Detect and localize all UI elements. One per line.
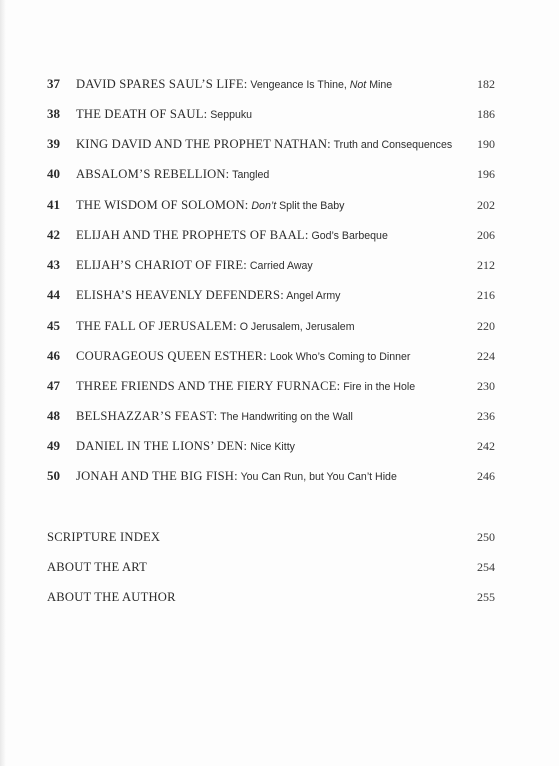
chapter-title: DANIEL IN THE LIONS’ DEN: (76, 439, 248, 453)
toc-entry (0, 406, 559, 426)
chapter-number: 38 (47, 106, 60, 121)
page-number: 230 (477, 379, 495, 393)
chapter-subtitle: Angel Army (283, 290, 341, 302)
page-number: 190 (477, 137, 495, 151)
chapter-title: COURAGEOUS QUEEN ESTHER: (76, 349, 267, 363)
back-matter-entry (0, 587, 559, 607)
chapter-number: 40 (47, 166, 60, 181)
chapter-entry (76, 466, 397, 487)
chapter-subtitle (247, 79, 392, 91)
back-matter-entry (0, 557, 559, 577)
page-number: 236 (477, 409, 495, 423)
chapter-title: THREE FRIENDS AND THE FIERY FURNACE: (76, 379, 341, 393)
subtitle-emphasis: Don’t (251, 200, 277, 212)
page-number: 202 (477, 198, 495, 212)
chapter-entry (76, 195, 344, 216)
chapter-subtitle: Fire in the Hole (340, 381, 416, 393)
chapter-title: ELIJAH AND THE PROPHETS OF BAAL: (76, 228, 309, 242)
chapter-subtitle: God’s Barbeque (308, 230, 388, 242)
chapter-title: THE DEATH OF SAUL: (76, 107, 208, 121)
toc-entry (0, 376, 559, 396)
page-number: 206 (477, 228, 495, 242)
toc-entry (0, 74, 559, 94)
chapter-title: KING DAVID AND THE PROPHET NATHAN: (76, 137, 331, 151)
toc-entry (0, 195, 559, 215)
chapter-entry (76, 285, 340, 306)
chapter-entry (76, 346, 410, 367)
back-matter-title: ABOUT THE ART (47, 560, 148, 574)
page-number: 216 (477, 288, 495, 302)
chapter-subtitle: Carried Away (246, 260, 313, 272)
page-number: 212 (477, 258, 495, 272)
page-number: 246 (477, 469, 495, 483)
chapter-title: ELIJAH’S CHARIOT OF FIRE: (76, 258, 247, 272)
chapter-entry (76, 134, 452, 155)
chapter-number: 45 (47, 318, 60, 333)
page-number: 250 (477, 530, 495, 544)
page-number: 220 (477, 319, 495, 333)
chapter-entry (76, 74, 392, 95)
chapter-subtitle: O Jerusalem, Jerusalem (236, 321, 355, 333)
subtitle-text: Split the Baby (276, 200, 345, 212)
subtitle-emphasis: Not (349, 79, 367, 91)
chapter-number: 41 (47, 197, 60, 212)
chapter-entry (76, 316, 355, 337)
toc-entry (0, 346, 559, 366)
chapter-subtitle: Truth and Consequences (330, 139, 453, 151)
page-number: 224 (477, 349, 495, 363)
subtitle-text: Vengeance Is Thine, (247, 79, 350, 91)
back-matter-entry (0, 527, 559, 547)
subtitle-text: Mine (366, 79, 393, 91)
back-matter-title: SCRIPTURE INDEX (47, 530, 161, 544)
chapter-number: 43 (47, 257, 60, 272)
toc-entry (0, 104, 559, 124)
page-number: 254 (477, 560, 495, 574)
chapter-number: 37 (47, 76, 60, 91)
back-matter-title: ABOUT THE AUTHOR (47, 590, 176, 604)
chapter-subtitle (248, 200, 344, 212)
chapter-entry (76, 255, 313, 276)
toc-entry (0, 436, 559, 456)
chapter-title: ELISHA’S HEAVENLY DEFENDERS: (76, 288, 284, 302)
chapter-number: 50 (47, 468, 60, 483)
chapter-number: 42 (47, 227, 60, 242)
chapter-entry (76, 376, 415, 397)
toc-entry (0, 134, 559, 154)
page-number: 196 (477, 167, 495, 181)
toc-entry (0, 225, 559, 245)
toc-entry (0, 466, 559, 486)
chapter-entry (76, 164, 269, 185)
chapter-subtitle: Nice Kitty (247, 441, 295, 453)
chapter-title: THE FALL OF JERUSALEM: (76, 319, 237, 333)
page-number: 242 (477, 439, 495, 453)
chapter-subtitle: The Handwriting on the Wall (217, 411, 353, 423)
chapter-subtitle: You Can Run, but You Can’t Hide (237, 471, 397, 483)
chapter-entry (76, 225, 388, 246)
chapter-title: DAVID SPARES SAUL’S LIFE: (76, 77, 248, 91)
toc-entry (0, 316, 559, 336)
chapter-title: THE WISDOM OF SOLOMON: (76, 198, 249, 212)
chapter-number: 46 (47, 348, 60, 363)
chapter-title: ABSALOM’S REBELLION: (76, 167, 230, 181)
chapter-entry (76, 436, 295, 457)
page-number: 182 (477, 77, 495, 91)
toc-entry (0, 255, 559, 275)
chapter-number: 39 (47, 136, 60, 151)
page-number: 255 (477, 590, 495, 604)
chapter-subtitle: Seppuku (207, 109, 253, 121)
page-number: 186 (477, 107, 495, 121)
chapter-title: JONAH AND THE BIG FISH: (76, 469, 238, 483)
chapter-entry (76, 104, 252, 125)
chapter-number: 48 (47, 408, 60, 423)
chapter-number: 49 (47, 438, 60, 453)
chapter-subtitle: Look Who’s Coming to Dinner (266, 351, 411, 363)
chapter-number: 44 (47, 287, 60, 302)
chapter-entry (76, 406, 353, 427)
chapter-title: BELSHAZZAR’S FEAST: (76, 409, 218, 423)
toc-entry (0, 164, 559, 184)
chapter-subtitle: Tangled (229, 169, 270, 181)
toc-entry (0, 285, 559, 305)
chapter-number: 47 (47, 378, 60, 393)
